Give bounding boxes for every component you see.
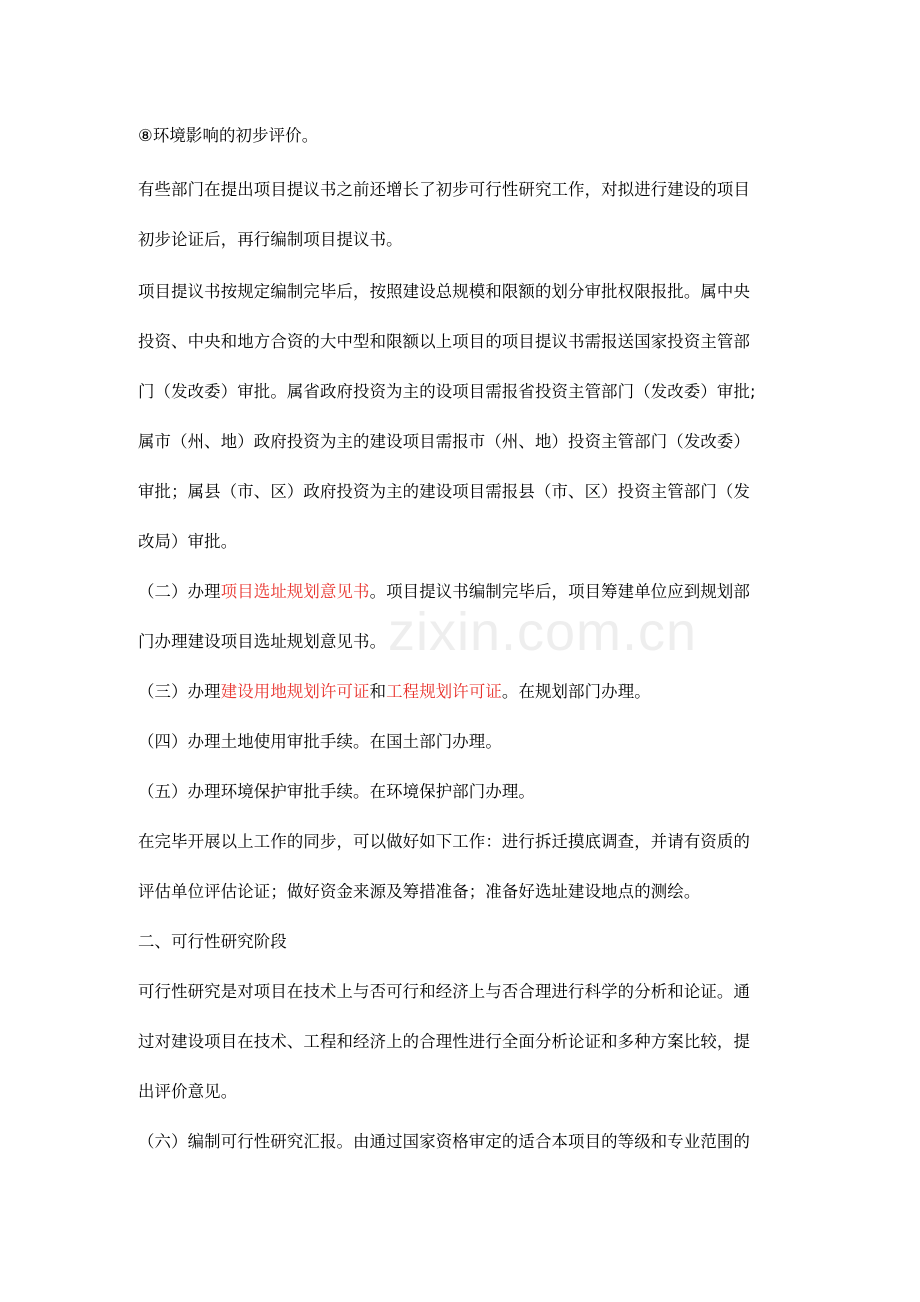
text-line xyxy=(138,180,838,200)
text-segment: （三）办理 xyxy=(138,682,221,701)
text-line xyxy=(138,732,838,752)
text-line xyxy=(138,126,838,146)
text-segment: ⑧环境影响的初步评价。 xyxy=(138,126,319,145)
text-line xyxy=(138,682,838,702)
text-segment: 属市（州、地）政府投资为主的建设项目需报市（州、地）投资主管部门（发改委） xyxy=(138,432,751,451)
text-segment: 评估单位评估论证；做好资金来源及筹措准备；准备好选址建设地点的测绘。 xyxy=(138,882,701,901)
text-segment: 审批；属县（市、区）政府投资为主的建设项目需报县（市、区）投资主管部门（发 xyxy=(138,482,751,501)
highlighted-term: 项目选址规划意见书 xyxy=(220,582,370,601)
text-line xyxy=(138,582,838,602)
text-line xyxy=(138,782,838,802)
text-segment: 。在规划部门办理。 xyxy=(501,682,651,701)
text-segment: 二、可行性研究阶段 xyxy=(138,932,287,951)
text-line xyxy=(138,532,838,552)
text-line xyxy=(138,982,838,1002)
highlighted-term: 工程规划许可证 xyxy=(386,682,502,701)
section-heading xyxy=(138,932,838,952)
text-segment: 有些部门在提出项目提议书之前还增长了初步可行性研究工作，对拟进行建设的项目 xyxy=(138,180,751,199)
text-segment: 投资、中央和地方合资的大中型和限额以上项目的项目提议书需报送国家投资主管部 xyxy=(138,332,751,351)
text-line xyxy=(138,882,838,902)
text-segment: （四）办理土地使用审批手续。在国土部门办理。 xyxy=(138,732,502,751)
text-segment: 项目提议书按规定编制完毕后，按照建设总规模和限额的划分审批权限报批。属中央 xyxy=(138,282,751,301)
text-line xyxy=(138,282,838,302)
text-line xyxy=(138,1032,838,1052)
text-segment: （二）办理 xyxy=(138,582,221,601)
text-segment: 。项目提议书编制完毕后，项目筹建单位应到规划部 xyxy=(369,582,751,601)
text-segment: 门（发改委）审批。属省政府投资为主的设项目需报省投资主管部门（发改委）审批; xyxy=(138,382,756,401)
text-segment: 在完毕开展以上工作的同步，可以做好如下工作：进行拆迁摸底调查，并请有资质的 xyxy=(138,832,751,851)
text-segment: 出评价意见。 xyxy=(138,1082,238,1101)
text-line xyxy=(138,1082,838,1102)
text-segment: 初步论证后，再行编制项目提议书。 xyxy=(138,230,403,249)
highlighted-term: 建设用地规划许可证 xyxy=(220,682,370,701)
text-line xyxy=(138,832,838,852)
text-line xyxy=(138,432,838,452)
text-segment: 可行性研究是对项目在技术上与否可行和经济上与否合理进行科学的分析和论证。通 xyxy=(138,982,751,1001)
watermark: zixin.com.cn xyxy=(388,602,698,662)
text-segment: 门办理建设项目选址规划意见书。 xyxy=(138,632,387,651)
text-line xyxy=(138,382,838,402)
text-line xyxy=(138,230,838,250)
text-line xyxy=(138,482,838,502)
text-segment: 和 xyxy=(369,682,387,701)
text-segment: （六）编制可行性研究汇报。由通过国家资格审定的适合本项目的等级和专业范围的 xyxy=(138,1132,751,1151)
text-line xyxy=(138,1132,838,1152)
text-segment: 改局）审批。 xyxy=(138,532,238,551)
text-segment: 过对建设项目在技术、工程和经济上的合理性进行全面分析论证和多种方案比较，提 xyxy=(138,1032,751,1051)
text-line xyxy=(138,332,838,352)
text-segment: （五）办理环境保护审批手续。在环境保护部门办理。 xyxy=(138,782,535,801)
